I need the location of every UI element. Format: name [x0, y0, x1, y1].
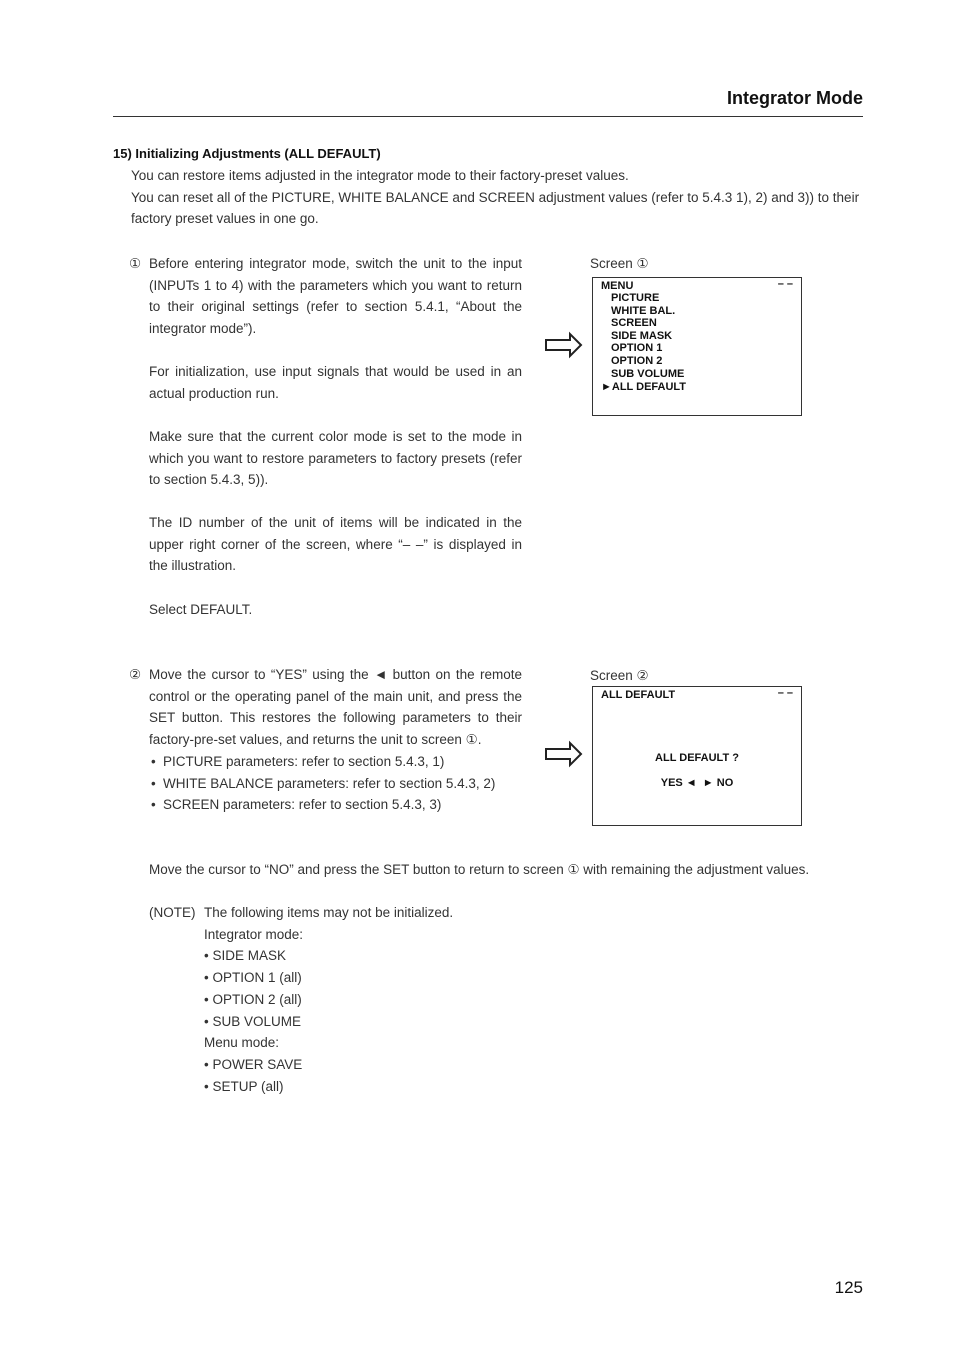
- step1-para-2: For initialization, use input signals that would be used in an actual production run.: [149, 364, 522, 401]
- right-arrow-icon: [544, 740, 584, 768]
- menu-item-option-2: OPTION 2: [611, 354, 663, 367]
- note-menu-heading: Menu mode:: [204, 1035, 280, 1051]
- screen2-question: ALL DEFAULT ?: [655, 752, 739, 764]
- note-item-setup: • SETUP (all): [204, 1078, 284, 1094]
- page-number: 125: [834, 1278, 863, 1297]
- note-intro: The following items may not be initialized.: [204, 905, 454, 920]
- screen1-menu-title: MENU: [601, 280, 634, 292]
- screen2-id: – –: [777, 687, 793, 699]
- step1-number: ①: [129, 256, 142, 271]
- bullet-screen: • SCREEN parameters: refer to section 5.4.3, 3): [149, 794, 529, 816]
- bullet-picture: • PICTURE parameters: refer to section 5.4.3, 1): [149, 751, 529, 773]
- header-divider: [113, 116, 863, 117]
- note-label: (NOTE): [149, 905, 196, 920]
- note-integrator-heading: Integrator mode:: [204, 926, 304, 942]
- step1-para-4: The ID number of the unit of items will be indicated in the upper right corner of the screen, where “– –” is displayed in the illustration.: [149, 515, 522, 574]
- step1-para-1: Before entering integrator mode, switch the unit to the input (INPUTs 1 to 4) with the parameters which you want to return to their original settings (refer to section 5.4.1, “About the integrator mode”).: [149, 256, 522, 337]
- note-item-sub-volume: • SUB VOLUME: [204, 1013, 302, 1029]
- step1-para-3: Make sure that the current color mode is set to the mode in which you want to restore parameters to factory presets (refer to section 5.4.3, 5)).: [149, 429, 522, 488]
- intro-line-2: You can reset all of the PICTURE, WHITE BALANCE and SCREEN adjustment values (refer to 5.4.3 1), 2) and 3)) to their factory preset values in one go.: [131, 189, 860, 227]
- step1-para-5: Select DEFAULT.: [149, 602, 253, 617]
- screen1-osd: [592, 277, 802, 416]
- step2-number: ②: [129, 667, 142, 682]
- menu-item-sub-volume: SUB VOLUME: [611, 367, 685, 380]
- screen1-id: – –: [777, 278, 793, 290]
- note-item-side-mask: • SIDE MASK: [204, 948, 287, 964]
- screen2-label: Screen ②: [590, 668, 649, 683]
- screen2-osd: [592, 686, 802, 826]
- intro-line-1: You can restore items adjusted in the integrator mode to their factory-preset values.: [131, 168, 629, 183]
- screen2-title: ALL DEFAULT: [601, 689, 676, 701]
- menu-item-all-default-selected: ►ALL DEFAULT: [601, 381, 687, 393]
- bullet-white-balance: • WHITE BALANCE parameters: refer to section 5.4.3, 2): [149, 773, 529, 795]
- step2-bullet-list: [149, 751, 529, 816]
- right-arrow-icon: [544, 331, 584, 359]
- note-body: [204, 902, 704, 1097]
- screen1-menu-items: [611, 292, 684, 380]
- screen2-options: YES ◄ ► NO: [660, 777, 734, 789]
- no-instruction: Move the cursor to “NO” and press the SET button to return to screen ① with remaining the adjustment values.: [149, 862, 810, 877]
- section-heading: 15) Initializing Adjustments (ALL DEFAULT): [113, 146, 381, 161]
- page-header-title: Integrator Mode: [726, 88, 863, 108]
- note-item-option-1: • OPTION 1 (all): [204, 970, 302, 986]
- step2-text: Move the cursor to “YES” using the ◄ button on the remote control or the operating panel of the main unit, and press the SET button. This restores the following parameters to their factory-pre-set values, and returns the unit to screen ①.: [149, 667, 522, 748]
- menu-item-screen: SCREEN: [611, 317, 657, 330]
- note-item-option-2: • OPTION 2 (all): [204, 991, 302, 1007]
- section-intro: [131, 165, 864, 230]
- menu-item-picture: PICTURE: [611, 292, 660, 304]
- menu-item-option-1: OPTION 1: [611, 342, 663, 355]
- menu-item-white-bal: WHITE BAL.: [611, 304, 676, 317]
- note-item-power-save: • POWER SAVE: [204, 1056, 303, 1072]
- screen1-label: Screen ①: [590, 256, 649, 271]
- menu-item-side-mask: SIDE MASK: [611, 329, 673, 342]
